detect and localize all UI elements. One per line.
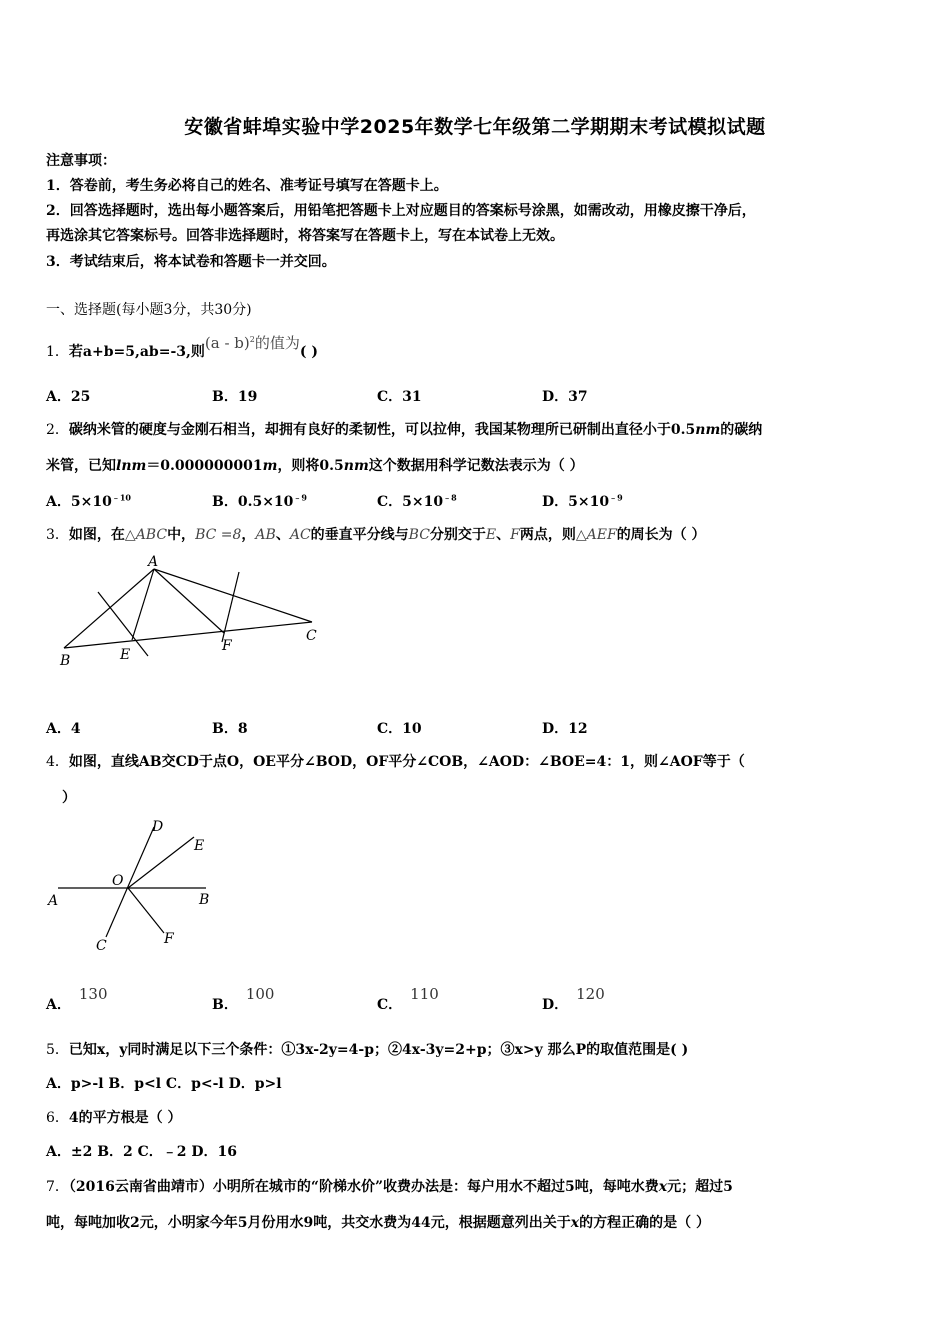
label-f: F xyxy=(222,638,232,654)
option-exponent: ﹣9 xyxy=(293,492,307,503)
text-b: 中， xyxy=(167,527,196,543)
formula xyxy=(205,334,300,352)
text-i: 的周长为（ ） xyxy=(616,527,706,543)
question-7-line-1 xyxy=(46,1177,733,1197)
question-4-line-1 xyxy=(46,752,745,772)
label-d: D xyxy=(152,819,164,835)
question-number: 4． xyxy=(46,754,69,770)
question-number: 2． xyxy=(46,422,69,438)
option-d[interactable]: D．37 xyxy=(542,389,588,405)
option-b[interactable] xyxy=(212,985,275,1014)
side-bc xyxy=(64,622,312,648)
answer-paren: ( ) xyxy=(299,344,318,360)
text-c: ，则将0.5 xyxy=(277,458,344,474)
option-d[interactable]: D．12 xyxy=(542,721,588,737)
question-1 xyxy=(46,334,318,362)
perpendicular-bisector-ac xyxy=(222,572,239,642)
segment-bc-2: BC xyxy=(408,527,430,543)
option-a[interactable]: A．4 xyxy=(46,721,81,737)
text-h: 两点，则 xyxy=(519,527,576,543)
unit-nm: nm xyxy=(343,458,369,474)
question-text: 若a+b=5,ab=-3,则 xyxy=(68,344,205,360)
question-6 xyxy=(46,1108,182,1128)
question-4-line-2: ） xyxy=(62,790,76,806)
label-a: A xyxy=(148,554,159,570)
q3-triangle-figure xyxy=(50,552,340,672)
option-b[interactable] xyxy=(212,491,307,511)
q4-angle-figure xyxy=(44,815,224,955)
segment-af xyxy=(154,569,224,633)
option-a[interactable] xyxy=(46,985,108,1014)
option-c[interactable]: C．10 xyxy=(377,721,422,737)
label-b: B xyxy=(60,653,71,669)
point-f: F xyxy=(510,527,520,543)
question-number: 7． xyxy=(46,1179,69,1195)
unit-lnm: lnm xyxy=(116,458,147,474)
formula-tail: 的值为 xyxy=(254,334,300,352)
option-label: C． xyxy=(377,997,403,1013)
formula-base: (a - b) xyxy=(204,334,250,352)
ray-of xyxy=(128,888,164,933)
option-d[interactable] xyxy=(542,985,605,1014)
notice-item-1: 1．答卷前，考生务必将自己的姓名、准考证号填写在答题卡上。 xyxy=(46,178,448,194)
text-b: 元；超过5 xyxy=(667,1179,733,1195)
text-b: 的方程正确的是（ ） xyxy=(579,1215,710,1231)
notice-heading: 注意事项： xyxy=(46,153,116,169)
text-a: 米管，已知 xyxy=(46,458,116,474)
segment-bc: BC =8 xyxy=(195,527,242,543)
question-text-tail: 的碳纳 xyxy=(720,422,763,438)
option-value: 130 xyxy=(78,985,108,1003)
option-base: C．5×10 xyxy=(377,494,444,510)
q1-options xyxy=(46,386,926,406)
text-a: 吨，每吨加收2元，小明家今年5月份用水9吨，共交水费为44元，根据题意列出关于 xyxy=(46,1215,571,1231)
q5-options[interactable]: A．p>-l B．p<l C．p<-l D．p>l xyxy=(46,1076,282,1092)
question-text: 碳纳米管的硬度与金刚石相当，却拥有良好的柔韧性，可以拉伸，我国某物理所已研制出直径小于0.5 xyxy=(68,422,696,438)
page-title: 安徽省蚌埠实验中学2025年数学七年级第二学期期末考试模拟试题 xyxy=(184,116,766,138)
option-c[interactable] xyxy=(377,491,457,511)
label-e: E xyxy=(194,838,205,854)
option-value: 110 xyxy=(410,985,439,1003)
label-e: E xyxy=(120,647,131,663)
text-d: 这个数据用科学记数法表示为（ ） xyxy=(368,458,584,474)
question-number: 5． xyxy=(46,1042,69,1058)
notice-item-2a: 2．回答选择题时，选出每小题答案后，用铅笔把答题卡上对应题目的答案标号涂黑，如需改动，用橡皮擦干净后， xyxy=(46,203,756,219)
question-number: 3． xyxy=(46,527,69,543)
q3-options xyxy=(46,718,926,738)
label-f: F xyxy=(164,931,174,947)
text-a: 如图，在 xyxy=(68,527,125,543)
text-f: 分别交于 xyxy=(429,527,486,543)
label-o: O xyxy=(112,873,124,889)
option-c[interactable]: C．31 xyxy=(377,389,422,405)
option-label: B． xyxy=(212,997,238,1013)
option-base: D．5×10 xyxy=(542,494,610,510)
q4-options xyxy=(46,985,926,1014)
question-number: 6． xyxy=(46,1110,69,1126)
option-label: D． xyxy=(542,997,569,1013)
option-c[interactable] xyxy=(377,985,439,1014)
q6-options[interactable]: A．±2 B．2 C．﹣2 D．16 xyxy=(46,1144,238,1160)
point-e: E xyxy=(485,527,497,543)
text-e: 的垂直平分线与 xyxy=(310,527,409,543)
text-c: ， xyxy=(241,527,256,543)
question-text: 4的平方根是（ ） xyxy=(68,1110,182,1126)
label-c: C xyxy=(96,938,107,954)
option-a[interactable]: A．25 xyxy=(46,389,91,405)
option-exponent: ﹣8 xyxy=(443,492,457,503)
q2-options xyxy=(46,491,926,511)
option-base: A．5×10 xyxy=(46,494,112,510)
question-7-line-2 xyxy=(46,1213,710,1233)
text-a: （2016云南省曲靖市）小明所在城市的“阶梯水价”收费办法是：每户用水不超过5吨，每吨水费 xyxy=(68,1179,659,1195)
question-2-line-1 xyxy=(46,420,762,440)
segment-ae xyxy=(132,569,154,640)
option-a[interactable] xyxy=(46,491,131,511)
question-3 xyxy=(46,525,706,545)
text-d: 、 xyxy=(275,527,290,543)
question-number: 1． xyxy=(46,344,69,360)
option-exponent: ﹣10 xyxy=(111,492,131,503)
formula-exponent: 2 xyxy=(249,335,255,344)
notice-item-3: 3．考试结束后，将本试卷和答题卡一并交回。 xyxy=(46,254,336,270)
question-5 xyxy=(46,1040,688,1060)
question-text: 已知x，y同时满足以下三个条件：①3x-2y=4-p；②4x-3y=2+p；③x>y 那么P的取值范围是( ) xyxy=(68,1042,689,1058)
segment-ab: AB xyxy=(255,527,276,543)
text-b: ＝0.000000001 xyxy=(146,458,263,474)
option-value: 100 xyxy=(245,985,275,1003)
triangle-abc: △ABC xyxy=(124,527,168,543)
option-d[interactable] xyxy=(542,491,623,511)
segment-ac: AC xyxy=(289,527,311,543)
option-value: 120 xyxy=(576,985,605,1003)
notice-item-2b: 再选涂其它答案标号。回答非选择题时，将答案写在答题卡上，写在本试卷上无效。 xyxy=(46,228,564,244)
triangle-aef: △AEF xyxy=(575,527,617,543)
label-b: B xyxy=(199,892,210,908)
option-exponent: ﹣9 xyxy=(609,492,623,503)
question-text: 如图，直线AB交CD于点O，OE平分∠BOD，OF平分∠COB，∠AOD：∠BOE=4：1，则∠AOF等于（ xyxy=(68,754,745,770)
variable-x: x xyxy=(570,1215,580,1231)
label-c: C xyxy=(306,628,317,644)
variable-x: x xyxy=(658,1179,668,1195)
unit-nm: nm xyxy=(695,422,721,438)
option-base: B．0.5×10 xyxy=(212,494,294,510)
question-2-line-2 xyxy=(46,456,584,476)
section-heading: 一、选择题(每小题3分，共30分) xyxy=(46,302,252,318)
option-b[interactable]: B．19 xyxy=(212,389,258,405)
side-ab xyxy=(64,569,154,648)
option-b[interactable]: B．8 xyxy=(212,721,248,737)
option-label: A． xyxy=(46,997,71,1013)
text-g: 、 xyxy=(496,527,511,543)
unit-m: m xyxy=(262,458,278,474)
label-a: A xyxy=(48,893,59,909)
